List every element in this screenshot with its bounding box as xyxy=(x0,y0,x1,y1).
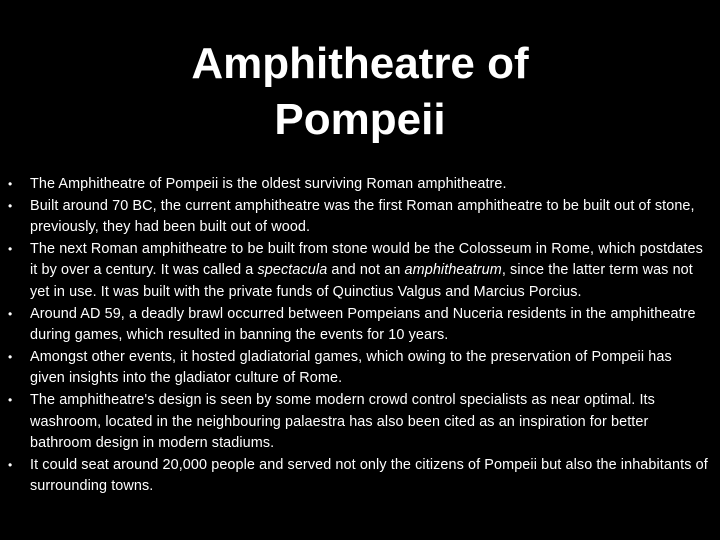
bullet-item xyxy=(8,196,708,239)
bullet-item xyxy=(8,390,708,455)
slide-title xyxy=(0,36,720,148)
bullet-item xyxy=(8,455,708,498)
bullet-text: Around AD 59, a deadly brawl occurred between Pompeians and Nuceria residents in the amphitheatre during games, which resulted in banning the events for 10 years. xyxy=(30,305,696,344)
bullet-icon: • xyxy=(8,457,13,472)
bullet-text: The Amphitheatre of Pompeii is the oldest surviving Roman amphitheatre. xyxy=(30,176,507,192)
bullet-text: Built around 70 BC, the current amphitheatre was the first Roman amphitheatre to be built out of stone, previously, they had been built out of wood. xyxy=(30,197,695,236)
bullet-icon: • xyxy=(8,306,13,321)
bullet-item xyxy=(8,304,708,347)
bullet-item xyxy=(8,239,708,304)
bullet-icon: • xyxy=(8,392,13,407)
bullet-item xyxy=(8,347,708,390)
bullet-icon: • xyxy=(8,349,13,364)
italic-term-amphitheatrum: amphitheatrum xyxy=(404,262,502,279)
bullet-icon: • xyxy=(8,177,13,191)
bullet-text: It could seat around 20,000 people and served not only the citizens of Pompeii but also the inhabitants of surrounding towns. xyxy=(30,456,708,495)
bullet-text-part: , since the latter term was not yet in use. It was built with the private funds of Quinctius Valgus and Marcius Porcius. xyxy=(30,262,693,300)
bullet-text-part: The next Roman amphitheatre to be built from stone would be the Colosseum in Rome, which postdates it by over a century. It was called a xyxy=(30,240,703,279)
bullet-icon: • xyxy=(8,241,13,256)
bullet-list xyxy=(8,174,708,498)
italic-term-spectacula: spectacula xyxy=(257,262,328,279)
slide-title-line-2: Pompeii xyxy=(274,95,446,144)
slide-title-line-1: Amphitheatre of xyxy=(191,39,529,88)
bullet-text xyxy=(30,241,703,300)
bullet-text: Amongst other events, it hosted gladiatorial games, which owing to the preservation of Pompeii has given insights into the gladiator culture of Rome. xyxy=(30,348,672,387)
bullet-item xyxy=(8,174,708,196)
bullet-text: The amphitheatre's design is seen by some modern crowd control specialists as near optimal. Its washroom, located in the neighbouring palaestra has also been cited as an inspiration for better bathroom design in modern stadiums. xyxy=(30,391,655,452)
bullet-text-part: and not an xyxy=(327,262,405,279)
bullet-icon: • xyxy=(8,198,13,213)
